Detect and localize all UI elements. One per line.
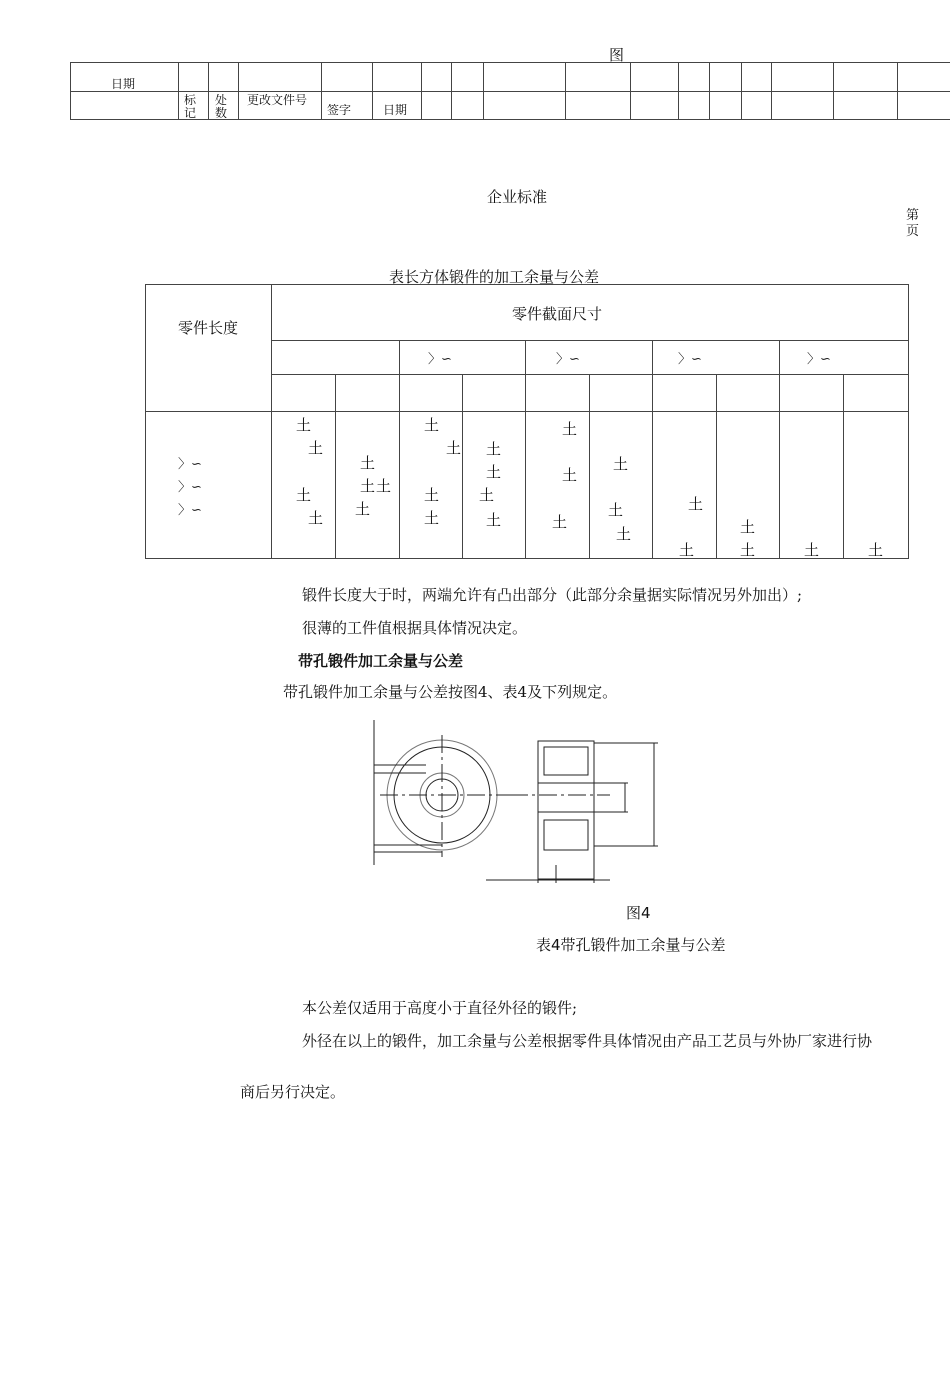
part-length-header: 零件长度 (178, 319, 239, 337)
paragraph-outer-diameter: 外径在以上的锻件，加工余量与公差根据零件具体情况由产品工艺员与外协厂家进行协 (302, 1032, 873, 1050)
pm-mark: 土 (740, 518, 756, 536)
section-size-header: 零件截面尺寸 (512, 305, 603, 323)
range-header-2: 〉∽ (556, 352, 580, 367)
pm-mark: 土 (688, 495, 704, 513)
pm-mark: 土 (355, 500, 371, 518)
pm-mark: 土 (296, 416, 312, 434)
pm-mark: 土 (424, 416, 440, 434)
range-header-4: 〉∽ (807, 352, 831, 367)
pm-mark: 土 (868, 541, 884, 559)
paragraph-forging-length: 锻件长度大于时，两端允许有凸出部分（此部分余量据实际情况另外加出）; (302, 586, 803, 604)
page-marker: 第 页 (906, 208, 920, 239)
header-mark-label: 标记 (184, 94, 197, 118)
pm-mark: 土 (552, 513, 568, 531)
pm-mark: 土 (740, 541, 756, 559)
revision-record-table (70, 62, 950, 120)
pm-mark: 土 (308, 439, 324, 457)
pm-mark: 土 (308, 509, 324, 527)
section-heading: 带孔锻件加工余量与公差 (298, 652, 464, 670)
row-range-3: 〉∽ (178, 503, 202, 518)
header-change-doc-label: 更改文件号 (247, 94, 308, 107)
pm-mark: 土 (562, 466, 578, 484)
pm-mark: 土 (424, 509, 440, 527)
pm-mark: 土 (616, 525, 632, 543)
pm-mark: 土 (424, 486, 440, 504)
range-header-3: 〉∽ (678, 352, 702, 367)
pm-mark: 土 (296, 486, 312, 504)
header-count-label: 处数 (215, 94, 228, 118)
pm-mark: 土 (486, 511, 502, 529)
row-range-1: 〉∽ (178, 457, 202, 472)
header-date2-label: 日期 (383, 104, 408, 117)
paragraph-applicability: 本公差仅适用于高度小于直径外径的锻件; (302, 999, 578, 1017)
header-date-label: 日期 (111, 78, 136, 91)
pm-mark: 土 (804, 541, 820, 559)
pm-mark: 土 (446, 439, 462, 457)
range-header-1: 〉∽ (428, 352, 452, 367)
paragraph-thin-parts: 很薄的工件值根据具体情况决定。 (302, 619, 528, 637)
pm-mark: 土 (479, 486, 495, 504)
pm-mark: 土 (486, 440, 502, 458)
pm-mark: 土 (376, 477, 392, 495)
machining-allowance-table (145, 284, 909, 559)
pm-mark: 土 (360, 477, 376, 495)
top-label: 图 (609, 46, 625, 64)
pm-mark: 土 (608, 501, 624, 519)
paragraph-decision: 商后另行决定。 (240, 1083, 346, 1101)
pm-mark: 土 (360, 454, 376, 472)
paragraph-holed-forging: 带孔锻件加工余量与公差按图4、表4及下列规定。 (283, 683, 618, 701)
table4-title: 表4带孔锻件加工余量与公差 (536, 936, 726, 954)
table3-title: 表长方体锻件的加工余量与公差 (389, 268, 600, 286)
pm-mark: 土 (486, 463, 502, 481)
pm-mark: 土 (613, 455, 629, 473)
pm-mark: 土 (562, 420, 578, 438)
row-range-2: 〉∽ (178, 480, 202, 495)
header-sign-label: 签字 (327, 104, 352, 117)
figure4-drawing (360, 715, 670, 890)
standard-title: 企业标准 (487, 188, 548, 206)
pm-mark: 土 (679, 541, 695, 559)
figure4-caption: 图4 (626, 904, 651, 922)
